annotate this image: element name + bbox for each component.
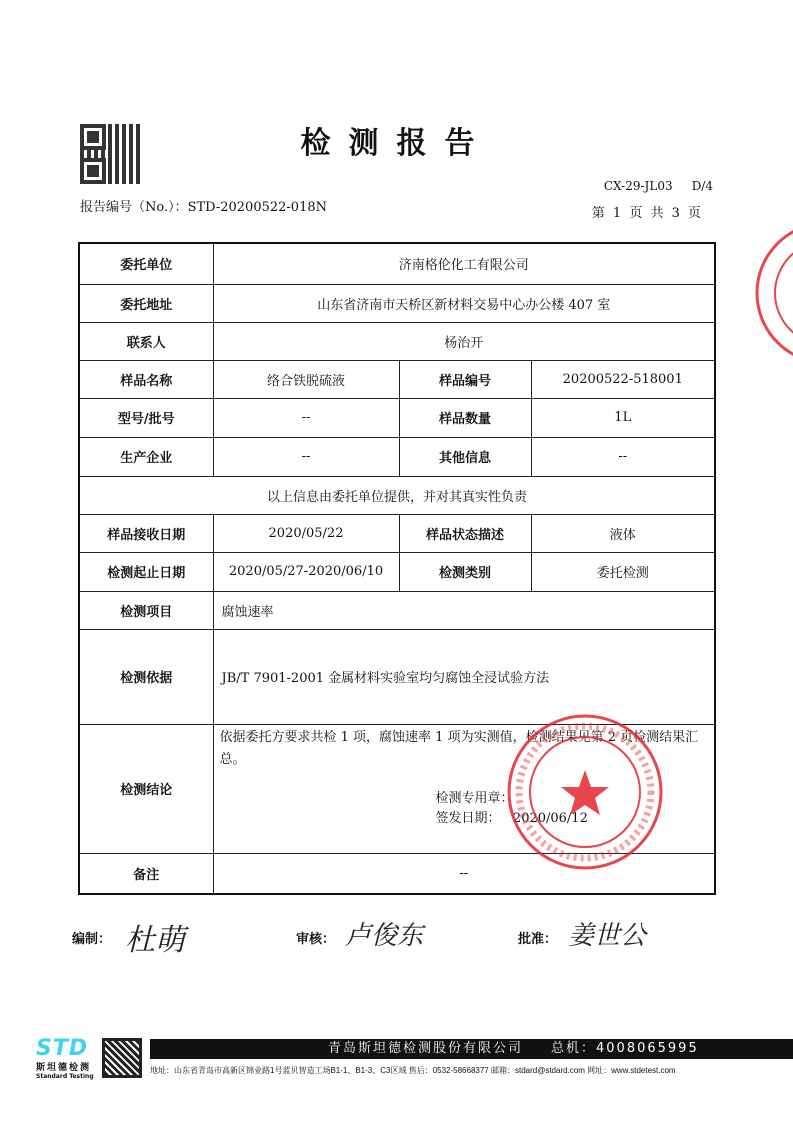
qty-value: 1L (531, 398, 715, 437)
reviewer-label: 审核： (296, 932, 336, 947)
recv-date-label: 样品接收日期 (79, 514, 213, 552)
official-stamp (505, 712, 665, 872)
maker-label: 生产企业 (79, 437, 213, 476)
state-label: 样品状态描述 (399, 514, 531, 552)
test-period-label: 检测起止日期 (79, 552, 213, 591)
address-label: 委托地址 (79, 284, 213, 322)
sample-name-value: 络合铁脱硫液 (213, 360, 399, 398)
page-edge-stamp (752, 218, 793, 368)
sample-name-label: 样品名称 (79, 360, 213, 398)
maker-value: -- (213, 437, 399, 476)
conclusion-label: 检测结论 (79, 724, 213, 853)
editor-signature: 杜萌 (125, 923, 185, 958)
sample-no-value: 20200522-518001 (531, 360, 715, 398)
form-code-text: CX-29-JL03 (603, 179, 673, 193)
table-row (79, 552, 715, 591)
report-no-label: 报告编号（No.）： (80, 200, 188, 215)
logo-en: Standard Testing (36, 1073, 94, 1080)
test-type-value: 委托检测 (531, 552, 715, 591)
client-label: 委托单位 (79, 243, 213, 284)
sample-no-label: 样品编号 (399, 360, 531, 398)
table-row (79, 591, 715, 629)
notice: 以上信息由委托单位提供，并对其真实性负责 (79, 476, 715, 514)
footer-hotline: 总机：4008065995 (551, 1041, 699, 1056)
other-label: 其他信息 (399, 437, 531, 476)
test-type-label: 检测类别 (399, 552, 531, 591)
editor-label: 编制： (72, 932, 112, 947)
other-value: -- (531, 437, 715, 476)
approver-label: 批准： (518, 932, 558, 947)
reviewer-signature: 卢俊东 (345, 921, 424, 951)
footer-address: 地址：山东省青岛市高新区锦业路1号蓝贝智造工场B1-1、B1-3、C3区域 售后：0532-58668377 邮箱：stdard@stdard.com 网址：www.stdetest.com (150, 1066, 676, 1075)
report-no-value: STD-20200522-018N (187, 200, 327, 215)
table-row (79, 437, 715, 476)
issue-label: 签发日期： (435, 810, 501, 826)
item-label: 检测项目 (79, 591, 213, 629)
company-logo (36, 1038, 98, 1080)
page-indicator: 第 1 页 共 3 页 (591, 206, 703, 221)
page-title: 检测报告 (300, 126, 493, 161)
qty-label: 样品数量 (399, 398, 531, 437)
contact-label: 联系人 (79, 322, 213, 360)
model-value: -- (213, 398, 399, 437)
footer-company: 青岛斯坦德检测股份有限公司 (328, 1041, 524, 1056)
table-row (79, 360, 715, 398)
footer-bar (150, 1039, 793, 1059)
remark-label: 备注 (79, 853, 213, 894)
client-value: 济南格伦化工有限公司 (213, 243, 715, 284)
table-row (79, 322, 715, 360)
test-period-value: 2020/05/27-2020/06/10 (213, 552, 399, 591)
version: D/4 (691, 179, 713, 193)
issue-date: 2020/06/12 (512, 810, 588, 826)
item-value: 腐蚀速率 (213, 591, 715, 629)
address-value: 山东省济南市天桥区新材料交易中心办公楼 407 室 (213, 284, 715, 322)
table-row (79, 514, 715, 552)
logo-mark: STD (36, 1036, 89, 1061)
table-row (79, 243, 715, 284)
basis-label: 检测依据 (79, 629, 213, 724)
conclusion-text: 依据委托方要求共检 1 项，腐蚀速率 1 项为实测值，检测结果见第 2 页检测结果汇总。 (219, 729, 699, 767)
table-row (79, 398, 715, 437)
contact-value: 杨治开 (213, 322, 715, 360)
report-number (80, 196, 327, 215)
table-row (79, 284, 715, 322)
basis-value: JB/T 7901-2001 金属材料实验室均匀腐蚀全浸试验方法 (213, 629, 715, 724)
remark-value: -- (213, 853, 715, 894)
seal-label: 检测专用章： (435, 790, 514, 806)
model-label: 型号/批号 (79, 398, 213, 437)
approver-signature: 姜世公 (568, 921, 647, 951)
state-value: 液体 (531, 514, 715, 552)
recv-date-value: 2020/05/22 (213, 514, 399, 552)
logo-cn: 斯坦德检测 (36, 1063, 92, 1073)
table-row (79, 629, 715, 724)
table-row (79, 476, 715, 514)
form-code (604, 179, 713, 193)
footer-qr-code (102, 1038, 142, 1078)
